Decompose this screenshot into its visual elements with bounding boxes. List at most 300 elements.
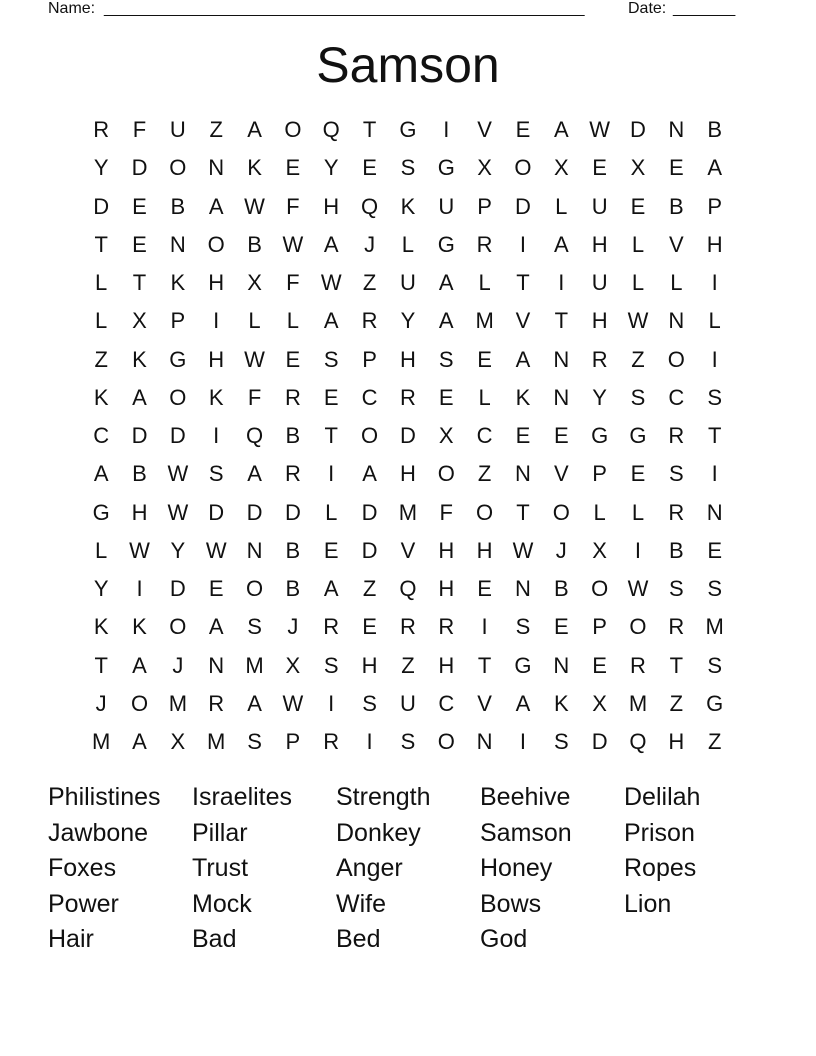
grid-letter: I: [328, 690, 335, 716]
grid-letter: H: [208, 346, 225, 372]
grid-letter: S: [362, 690, 377, 716]
grid-letter: N: [553, 346, 570, 372]
word-bank-item: Donkey: [336, 818, 421, 847]
grid-letter: H: [706, 231, 723, 257]
grid-letter: S: [707, 576, 723, 602]
grid-letter: X: [553, 155, 569, 181]
grid-letter: S: [247, 614, 262, 640]
word-bank-item: Ropes: [624, 854, 697, 882]
grid-letter: V: [668, 231, 684, 257]
grid-letter: L: [401, 231, 415, 257]
grid-letter: V: [553, 461, 569, 487]
grid-letter: Z: [362, 576, 377, 602]
grid-letter: C: [361, 384, 378, 410]
grid-letter: R: [284, 384, 301, 410]
grid-letter: H: [668, 729, 685, 755]
grid-letter: L: [631, 270, 645, 296]
grid-letter: B: [285, 537, 301, 563]
grid-letter: P: [592, 614, 607, 640]
grid-letter: P: [362, 346, 377, 372]
word-bank-item: Power: [48, 889, 119, 918]
grid-letter: E: [707, 537, 723, 563]
grid-letter: E: [515, 423, 531, 449]
grid-letter: E: [132, 231, 147, 257]
grid-letter: Z: [94, 346, 108, 372]
grid-letter: G: [514, 652, 532, 678]
grid-letter: S: [438, 346, 454, 372]
grid-letter: P: [707, 193, 723, 219]
grid-letter: N: [476, 729, 493, 755]
word-bank-item: Bad: [192, 925, 237, 953]
grid-letter: Q: [361, 193, 379, 219]
grid-letter: F: [132, 117, 147, 143]
grid-letter: Z: [477, 461, 492, 487]
grid-letter: F: [286, 270, 300, 296]
grid-letter: N: [169, 231, 186, 257]
grid-letter: S: [668, 576, 684, 602]
grid-letter: A: [247, 117, 262, 143]
word-bank-item: Mock: [192, 889, 252, 918]
grid-letter: K: [132, 346, 147, 372]
grid-letter: E: [630, 461, 646, 487]
grid-letter: H: [438, 537, 455, 563]
grid-letter: Y: [592, 384, 607, 410]
grid-letter: T: [554, 308, 569, 334]
grid-letter: W: [167, 499, 189, 525]
grid-letter: Z: [631, 346, 645, 372]
grid-letter: A: [208, 193, 224, 219]
grid-letter: S: [707, 652, 723, 678]
word-bank-item: Trust: [192, 854, 249, 882]
grid-letter: H: [438, 576, 455, 602]
grid-letter: N: [553, 384, 570, 410]
word-bank-item: Anger: [336, 854, 403, 882]
grid-letter: Z: [669, 690, 684, 716]
grid-letter: I: [443, 117, 450, 143]
grid-letter: U: [591, 193, 608, 219]
grid-letter: X: [592, 690, 607, 716]
grid-letter: G: [437, 155, 455, 181]
grid-letter: I: [711, 270, 718, 296]
grid-letter: O: [361, 423, 379, 449]
grid-letter: P: [592, 461, 607, 487]
grid-letter: O: [437, 461, 455, 487]
grid-letter: M: [92, 729, 111, 755]
grid-letter: D: [169, 576, 186, 602]
word-bank-item: Prison: [624, 818, 695, 847]
grid-letter: H: [208, 270, 225, 296]
grid-letter: L: [95, 270, 108, 296]
grid-letter: I: [711, 346, 718, 372]
grid-letter: O: [169, 155, 187, 181]
grid-letter: G: [169, 346, 187, 372]
grid-letter: N: [668, 117, 685, 143]
grid-letter: O: [169, 614, 187, 640]
grid-letter: Z: [707, 729, 722, 755]
grid-letter: E: [208, 576, 224, 602]
grid-letter: E: [477, 346, 492, 372]
grid-letter: Z: [362, 270, 377, 296]
grid-letter: L: [631, 499, 645, 525]
grid-letter: E: [592, 155, 607, 181]
grid-letter: Y: [93, 155, 109, 181]
word-bank-item: Lion: [624, 889, 672, 918]
grid-letter: X: [630, 155, 646, 181]
grid-letter: H: [399, 346, 416, 372]
grid-letter: B: [247, 231, 262, 257]
grid-letter: S: [515, 614, 531, 640]
word-bank-item: Foxes: [48, 854, 117, 882]
grid-letter: I: [213, 308, 220, 334]
grid-letter: W: [167, 461, 189, 487]
grid-letter: V: [515, 308, 531, 334]
grid-letter: E: [515, 117, 531, 143]
grid-letter: J: [95, 690, 107, 716]
grid-letter: K: [515, 384, 531, 410]
grid-letter: I: [558, 270, 565, 296]
grid-letter: F: [247, 384, 262, 410]
grid-letter: M: [628, 690, 648, 716]
grid-letter: R: [668, 614, 685, 640]
grid-letter: T: [94, 652, 108, 678]
grid-letter: T: [324, 423, 338, 449]
grid-letter: A: [323, 231, 339, 257]
grid-letter: O: [207, 231, 225, 257]
grid-letter: I: [366, 729, 373, 755]
grid-letter: E: [362, 614, 377, 640]
grid-letter: R: [399, 614, 416, 640]
grid-letter: J: [555, 537, 567, 563]
grid-letter: M: [207, 729, 226, 755]
grid-letter: Q: [245, 423, 264, 449]
header-line: [48, 0, 748, 20]
grid-letter: X: [477, 155, 492, 181]
grid-letter: Y: [170, 537, 186, 563]
grid-letter: H: [591, 231, 608, 257]
grid-letter: I: [213, 423, 220, 449]
grid-letter: A: [515, 346, 531, 372]
grid-letter: W: [589, 117, 611, 143]
grid-letter: T: [516, 270, 530, 296]
grid-letter: H: [399, 461, 416, 487]
grid-letter: W: [282, 690, 304, 716]
grid-letter: A: [438, 308, 454, 334]
grid-letter: O: [437, 729, 455, 755]
grid-letter: K: [247, 155, 262, 181]
grid-letter: B: [285, 576, 301, 602]
grid-letter: S: [553, 729, 569, 755]
grid-letter: W: [244, 193, 265, 219]
date-field[interactable]: _______: [673, 0, 736, 17]
grid-letter: O: [169, 384, 187, 410]
grid-letter: J: [364, 231, 376, 257]
grid-letter: S: [668, 461, 684, 487]
grid-letter: H: [476, 537, 493, 563]
grid-letter: H: [591, 308, 608, 334]
grid-letter: I: [481, 614, 488, 640]
grid-letter: O: [476, 499, 494, 525]
grid-letter: O: [667, 346, 685, 372]
grid-letter: L: [555, 193, 568, 219]
word-bank-item: Hair: [48, 925, 94, 953]
grid-letter: L: [286, 308, 300, 334]
word-bank-item: Israelites: [192, 783, 293, 811]
grid-letter: Y: [323, 155, 339, 181]
name-field[interactable]: ______________________________________________________: [104, 0, 585, 17]
grid-letter: S: [323, 346, 339, 372]
grid-letter: O: [629, 614, 647, 640]
grid-letter: R: [476, 231, 493, 257]
grid-letter: X: [247, 270, 262, 296]
grid-letter: S: [323, 652, 339, 678]
grid-letter: L: [478, 384, 491, 410]
grid-letter: A: [515, 690, 531, 716]
grid-letter: X: [592, 537, 607, 563]
grid-letter: E: [132, 193, 147, 219]
grid-letter: A: [438, 270, 454, 296]
grid-letter: R: [668, 423, 685, 449]
grid-letter: G: [706, 690, 724, 716]
grid-letter: Y: [400, 308, 416, 334]
word-bank-item: Beehive: [480, 783, 571, 811]
grid-letter: W: [512, 537, 534, 563]
grid-letter: I: [328, 461, 335, 487]
grid-letter: C: [93, 423, 110, 449]
grid-letter: R: [361, 308, 378, 334]
grid-letter: N: [515, 461, 531, 487]
grid-letter: M: [245, 652, 264, 678]
grid-letter: J: [172, 652, 184, 678]
grid-letter: F: [286, 193, 300, 219]
grid-letter: E: [477, 576, 492, 602]
grid-letter: N: [208, 652, 225, 678]
grid-letter: E: [285, 155, 301, 181]
word-bank: [48, 780, 768, 958]
grid-letter: E: [362, 155, 377, 181]
grid-letter: L: [325, 499, 338, 525]
grid-letter: S: [400, 729, 416, 755]
grid-letter: K: [208, 384, 224, 410]
grid-letter: W: [244, 346, 265, 372]
grid-letter: E: [630, 193, 646, 219]
page-title: Samson: [316, 37, 500, 93]
grid-letter: T: [477, 652, 492, 678]
grid-letter: D: [591, 729, 608, 755]
grid-letter: L: [708, 308, 721, 334]
grid-letter: D: [630, 117, 646, 143]
grid-letter: J: [287, 614, 299, 640]
grid-letter: Z: [209, 117, 223, 143]
grid-letter: U: [438, 193, 455, 219]
grid-letter: S: [630, 384, 646, 410]
grid-letter: A: [362, 461, 377, 487]
grid-letter: W: [627, 576, 649, 602]
grid-letter: K: [170, 270, 186, 296]
word-bank-item: Delilah: [624, 783, 701, 811]
grid-letter: P: [170, 308, 186, 334]
grid-letter: X: [170, 729, 186, 755]
name-label: Name:: [48, 0, 96, 17]
grid-letter: H: [323, 193, 340, 219]
grid-letter: X: [132, 308, 147, 334]
grid-letter: L: [670, 270, 683, 296]
grid-letter: H: [361, 652, 378, 678]
grid-letter: M: [475, 308, 494, 334]
grid-letter: A: [553, 117, 569, 143]
grid-letter: S: [707, 384, 723, 410]
grid-letter: Z: [401, 652, 415, 678]
grid-letter: L: [593, 499, 606, 525]
word-bank-item: God: [480, 925, 528, 953]
grid-letter: N: [668, 308, 685, 334]
grid-letter: V: [400, 537, 416, 563]
grid-letter: L: [248, 308, 261, 334]
grid-letter: N: [208, 155, 225, 181]
grid-letter: A: [132, 384, 147, 410]
grid-letter: R: [591, 346, 608, 372]
grid-letter: N: [553, 652, 570, 678]
grid-letter: O: [130, 690, 149, 716]
grid-letter: R: [323, 614, 340, 640]
grid-letter: B: [707, 117, 723, 143]
grid-letter: N: [706, 499, 723, 525]
grid-letter: E: [668, 155, 684, 181]
grid-letter: A: [247, 690, 262, 716]
grid-letter: E: [323, 384, 339, 410]
grid-letter: Q: [629, 729, 647, 755]
grid-letter: O: [514, 155, 532, 181]
grid-letter: A: [323, 576, 339, 602]
grid-letter: X: [285, 652, 301, 678]
grid-letter: R: [323, 729, 340, 755]
grid-letter: K: [400, 193, 416, 219]
grid-letter: A: [247, 461, 262, 487]
grid-letter: O: [245, 576, 264, 602]
grid-letter: Q: [322, 117, 340, 143]
grid-letter: G: [437, 231, 455, 257]
grid-letter: U: [399, 690, 416, 716]
grid-letter: K: [93, 614, 109, 640]
grid-letter: T: [94, 231, 108, 257]
grid-letter: L: [631, 231, 645, 257]
grid-letter: N: [515, 576, 531, 602]
grid-letter: P: [477, 193, 492, 219]
word-bank-item: Pillar: [192, 818, 248, 847]
word-bank-item: Bed: [336, 925, 381, 953]
grid-letter: C: [438, 690, 455, 716]
grid-letter: R: [438, 614, 455, 640]
grid-letter: S: [247, 729, 262, 755]
word-bank-item: Samson: [480, 818, 572, 847]
grid-letter: A: [553, 231, 569, 257]
grid-letter: E: [285, 346, 301, 372]
grid-letter: X: [438, 423, 454, 449]
grid-letter: W: [205, 537, 227, 563]
grid-letter: D: [399, 423, 416, 449]
grid-letter: O: [552, 499, 570, 525]
grid-letter: K: [93, 384, 109, 410]
grid-letter: I: [519, 729, 527, 755]
grid-letter: G: [591, 423, 609, 449]
grid-letter: I: [634, 537, 642, 563]
grid-letter: O: [591, 576, 609, 602]
grid-letter: A: [323, 308, 339, 334]
date-label: Date:: [628, 0, 667, 17]
word-bank-item: Honey: [480, 854, 553, 882]
grid-letter: T: [516, 499, 530, 525]
grid-letter: O: [284, 117, 302, 143]
grid-letter: A: [208, 614, 224, 640]
word-bank-item: Wife: [336, 889, 386, 918]
grid-letter: A: [132, 729, 147, 755]
grid-letter: L: [478, 270, 491, 296]
grid-letter: R: [399, 384, 416, 410]
grid-letter: B: [285, 423, 301, 449]
grid-letter: C: [668, 384, 685, 410]
grid-letter: P: [285, 729, 301, 755]
grid-letter: L: [95, 537, 108, 563]
grid-letter: C: [476, 423, 493, 449]
grid-letter: R: [630, 652, 646, 678]
grid-letter: V: [477, 117, 492, 143]
grid-letter: M: [398, 499, 418, 525]
grid-letter: T: [132, 270, 147, 296]
grid-letter: K: [553, 690, 569, 716]
grid-letter: A: [93, 461, 109, 487]
grid-letter: W: [320, 270, 342, 296]
grid-letter: F: [439, 499, 453, 525]
grid-letter: Q: [399, 576, 417, 602]
grid-letter: R: [93, 117, 110, 143]
word-bank-item: Bows: [480, 889, 542, 918]
word-search-grid: [82, 111, 734, 761]
grid-letter: W: [282, 231, 304, 257]
grid-letter: G: [92, 499, 110, 525]
grid-letter: G: [629, 423, 647, 449]
grid-letter: E: [438, 384, 454, 410]
grid-letter: D: [131, 423, 148, 449]
grid-letter: D: [208, 499, 225, 525]
grid-letter: T: [669, 652, 684, 678]
grid-letter: T: [362, 117, 377, 143]
grid-letter: S: [400, 155, 416, 181]
grid-letter: D: [284, 499, 301, 525]
grid-letter: I: [711, 461, 718, 487]
grid-letter: I: [136, 576, 143, 602]
grid-letter: E: [553, 614, 569, 640]
grid-letter: E: [553, 423, 569, 449]
grid-letter: R: [668, 499, 685, 525]
grid-letter: B: [668, 537, 684, 563]
word-bank-item: Strength: [336, 783, 431, 811]
grid-letter: W: [129, 537, 150, 563]
grid-letter: S: [208, 461, 224, 487]
grid-letter: M: [168, 690, 188, 716]
grid-letter: D: [515, 193, 531, 219]
grid-letter: I: [519, 231, 527, 257]
grid-letter: K: [132, 614, 147, 640]
grid-letter: D: [131, 155, 148, 181]
grid-letter: B: [170, 193, 186, 219]
word-bank-item: Jawbone: [48, 818, 149, 847]
grid-letter: D: [169, 423, 186, 449]
grid-letter: D: [361, 537, 378, 563]
grid-letter: V: [477, 690, 492, 716]
grid-letter: A: [132, 652, 147, 678]
grid-letter: M: [705, 614, 724, 640]
grid-letter: B: [132, 461, 147, 487]
grid-letter: E: [323, 537, 339, 563]
